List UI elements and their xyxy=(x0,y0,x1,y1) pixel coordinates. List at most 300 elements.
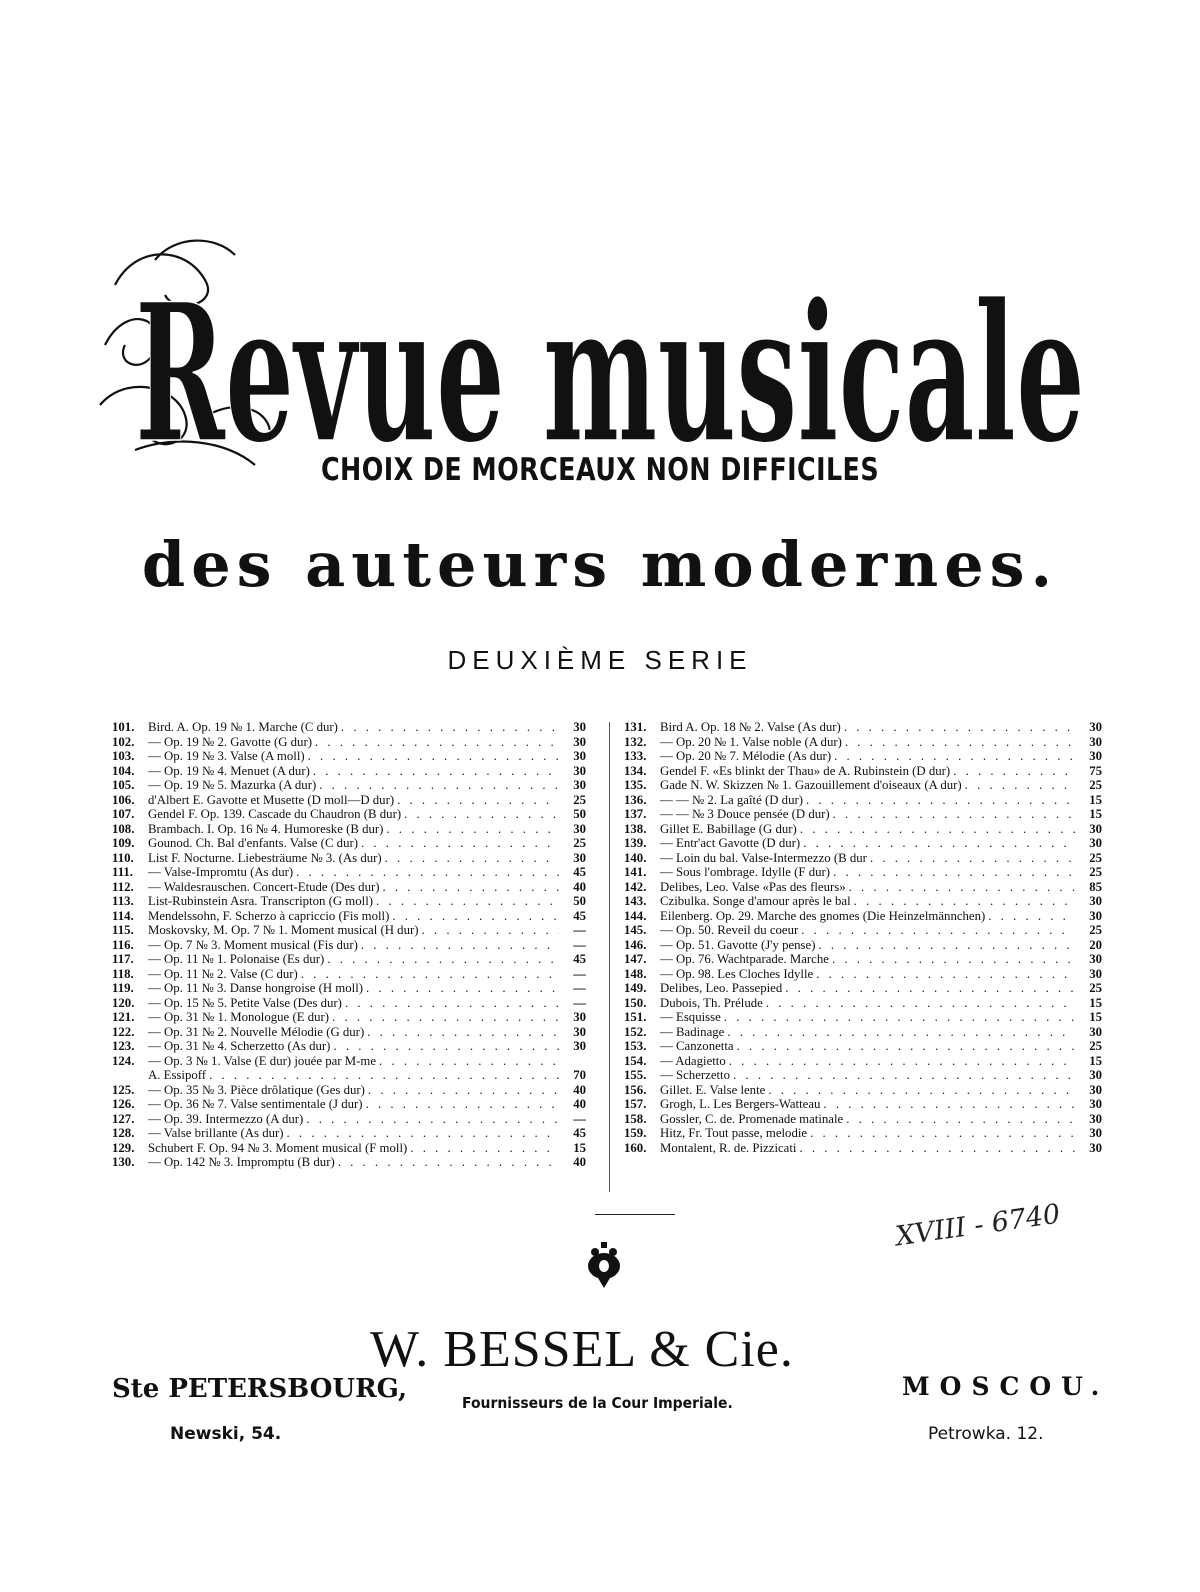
catalog-entry xyxy=(112,749,586,764)
entry-number: 154. xyxy=(624,1053,647,1068)
catalog-entry xyxy=(112,1155,586,1170)
entry-number: 106. xyxy=(112,792,135,807)
entry-number: 156. xyxy=(624,1082,647,1097)
entry-title: — Sous l'ombrage. Idylle (F dur) xyxy=(660,865,831,879)
address-st-petersburg: Newski, 54. xyxy=(170,1424,282,1444)
entry-number: 128. xyxy=(112,1126,135,1140)
dot-leader xyxy=(953,764,1075,779)
double-headed-eagle-icon xyxy=(586,1242,622,1288)
dot-leader xyxy=(818,938,1075,953)
divider-rule xyxy=(595,1214,675,1215)
entry-price: 15 xyxy=(1089,792,1102,807)
entry-price: 30 xyxy=(1089,836,1102,850)
entry-number: 133. xyxy=(624,749,647,763)
dot-leader xyxy=(385,851,559,866)
dot-leader xyxy=(392,909,559,924)
entry-price: — xyxy=(573,923,586,937)
entry-title: — Op. 50. Reveil du coeur xyxy=(660,923,799,937)
catalog-entry xyxy=(112,807,586,822)
dot-leader xyxy=(368,1083,559,1098)
catalog-entry xyxy=(624,851,1102,866)
entry-number: 146. xyxy=(624,937,647,952)
dot-leader xyxy=(799,1141,1075,1156)
catalog-entry xyxy=(624,865,1102,880)
catalog-entry xyxy=(624,1054,1102,1069)
entry-price: 50 xyxy=(573,894,586,908)
catalog-entry xyxy=(624,735,1102,750)
dot-leader xyxy=(846,1112,1075,1127)
entry-title: Gounod. Ch. Bal d'enfants. Valse (C dur) xyxy=(148,836,358,850)
dot-leader xyxy=(383,880,560,895)
dot-leader xyxy=(870,851,1075,866)
catalog-entry xyxy=(112,981,586,996)
dot-leader xyxy=(366,1097,559,1112)
entry-price: 25 xyxy=(573,836,586,850)
dot-leader xyxy=(319,778,559,793)
dot-leader xyxy=(801,923,1075,938)
entry-title: — Op. 76. Wachtparade. Marche xyxy=(660,952,829,966)
entry-price: 25 xyxy=(1089,981,1102,995)
catalog-entry xyxy=(112,894,586,909)
entry-title: — Op. 7 № 3. Moment musical (Fis dur) xyxy=(148,937,358,952)
entry-number: 112. xyxy=(112,879,134,894)
catalog-entry xyxy=(624,1083,1102,1098)
entry-number: 115. xyxy=(112,923,134,937)
entry-number: 153. xyxy=(624,1039,647,1053)
entry-title: Moskovsky, M. Op. 7 № 1. Moment musical (H dur) xyxy=(148,923,419,937)
entry-title: — Op. 19 № 4. Menuet (A dur) xyxy=(148,763,310,778)
address-moscow: Petrowka. 12. xyxy=(928,1424,1044,1444)
entry-price: 30 xyxy=(1089,1024,1102,1039)
entry-number: 114. xyxy=(112,908,134,923)
entry-price: 30 xyxy=(573,1024,586,1039)
entry-number: 149. xyxy=(624,981,647,995)
dot-leader xyxy=(729,1054,1075,1069)
catalog-entry xyxy=(624,981,1102,996)
entry-price: 30 xyxy=(1089,1140,1102,1155)
entry-number: 127. xyxy=(112,1111,135,1126)
entry-title: — Op. 3 № 1. Valse (E dur) jouée par M-me xyxy=(148,1053,377,1068)
dot-leader xyxy=(833,807,1075,822)
entry-title: Gillet E. Babillage (G dur) xyxy=(660,821,797,836)
entry-price: 15 xyxy=(1089,1053,1102,1068)
entry-title: — Op. 19 № 2. Gavotte (G dur) xyxy=(148,734,312,749)
dot-leader xyxy=(338,1155,559,1170)
entry-price: 30 xyxy=(1089,821,1102,836)
dot-leader xyxy=(315,735,559,750)
dot-leader xyxy=(833,865,1075,880)
entry-price: 30 xyxy=(573,720,586,734)
dot-leader xyxy=(301,967,559,982)
entry-price: 45 xyxy=(573,865,586,879)
entry-number: 137. xyxy=(624,807,647,821)
dot-leader xyxy=(361,836,559,851)
catalog-entry xyxy=(624,720,1102,735)
entry-price: 30 xyxy=(1089,734,1102,749)
catalog-entry xyxy=(112,909,586,924)
entry-price: 15 xyxy=(1089,995,1102,1010)
catalog-entry xyxy=(624,836,1102,851)
dot-leader xyxy=(823,1097,1075,1112)
catalog-entry xyxy=(112,1039,586,1054)
dot-leader xyxy=(854,894,1075,909)
dot-leader xyxy=(345,996,559,1011)
entry-price: 25 xyxy=(1089,1039,1102,1053)
catalog-entry xyxy=(624,1068,1102,1083)
dot-leader xyxy=(844,720,1075,735)
entry-number: 132. xyxy=(624,734,647,749)
entry-number: 135. xyxy=(624,778,647,792)
entry-price: 25 xyxy=(1089,850,1102,865)
entry-price: 85 xyxy=(1089,879,1102,894)
entry-price: 15 xyxy=(1089,1010,1102,1024)
entry-price: — xyxy=(573,966,586,981)
entry-title: A. Essipoff xyxy=(148,1068,207,1082)
catalog-entry xyxy=(112,967,586,982)
entry-price: 30 xyxy=(573,763,586,778)
dot-leader xyxy=(785,981,1075,996)
catalog-entry xyxy=(624,967,1102,982)
entry-price: 30 xyxy=(1089,1126,1102,1140)
city-moscow: MOSCOU. xyxy=(902,1372,1110,1401)
entry-number: 129. xyxy=(112,1140,135,1155)
entry-title: List-Rubinstein Asra. Transcripton (G moll) xyxy=(148,894,374,908)
entry-number: 103. xyxy=(112,749,135,763)
entry-number: 117. xyxy=(112,952,134,966)
dot-leader xyxy=(333,1039,559,1054)
entry-price: 15 xyxy=(573,1140,586,1155)
dot-leader xyxy=(327,952,559,967)
entry-title: — Op. 19 № 5. Mazurka (A dur) xyxy=(148,778,317,792)
entry-price: 40 xyxy=(573,1155,586,1169)
dot-leader xyxy=(376,894,559,909)
catalog-entry xyxy=(624,923,1102,938)
entry-title: Gossler, C. de. Promenade matinale xyxy=(660,1111,844,1126)
handwritten-shelfmark: XVIII - 6740 xyxy=(893,1198,1063,1253)
dot-leader xyxy=(386,822,559,837)
entry-number: 124. xyxy=(112,1053,135,1068)
dot-leader xyxy=(287,1126,559,1141)
entry-price: 30 xyxy=(1089,952,1102,966)
entry-title: — Valse brillante (As dur) xyxy=(148,1126,284,1140)
dot-leader xyxy=(308,749,559,764)
entry-number: 141. xyxy=(624,865,647,879)
entry-price: 20 xyxy=(1089,937,1102,952)
entry-title: Czibulka. Songe d'amour après le bal xyxy=(660,894,851,908)
dot-leader xyxy=(313,764,559,779)
dot-leader xyxy=(810,1126,1075,1141)
entry-title: Grogh, L. Les Bergers-Watteau xyxy=(660,1097,821,1111)
dot-leader xyxy=(800,822,1075,837)
entry-number: 110. xyxy=(112,850,134,865)
dot-leader xyxy=(766,996,1075,1011)
entry-number: 101. xyxy=(112,720,135,734)
entry-price: 50 xyxy=(573,807,586,821)
entry-price: 45 xyxy=(573,952,586,966)
catalog-entry xyxy=(624,1126,1102,1141)
entry-price: 25 xyxy=(1089,778,1102,792)
entry-title: Hitz, Fr. Tout passe, melodie xyxy=(660,1126,808,1140)
entry-number: 134. xyxy=(624,763,647,778)
entry-title: — Waldesrauschen. Concert-Etude (Des dur) xyxy=(148,879,380,894)
catalog-entry xyxy=(112,764,586,779)
dot-leader xyxy=(296,865,559,880)
dot-leader xyxy=(832,952,1075,967)
entry-title: — Op. 36 № 7. Valse sentimentale (J dur) xyxy=(148,1097,363,1111)
entry-price: — xyxy=(573,981,586,995)
entry-number: 136. xyxy=(624,792,647,807)
entry-price: 30 xyxy=(1089,966,1102,981)
catalog-entry xyxy=(624,996,1102,1011)
entry-price: 75 xyxy=(1089,763,1102,778)
entry-price: 25 xyxy=(573,792,586,807)
catalog-entry xyxy=(112,865,586,880)
entry-title: Gade N. W. Skizzen № 1. Gazouillement d'oiseaux (A dur) xyxy=(660,778,962,792)
catalog-left-column xyxy=(112,720,586,1170)
entry-title: — Op. 31 № 2. Nouvelle Mélodie (G dur) xyxy=(148,1024,365,1039)
entry-number: 138. xyxy=(624,821,647,836)
dot-leader xyxy=(965,778,1075,793)
entry-title: — — № 3 Douce pensée (D dur) xyxy=(660,807,830,821)
dot-leader xyxy=(849,880,1075,895)
catalog-entry xyxy=(624,880,1102,895)
catalog-entry xyxy=(624,1097,1102,1112)
entry-price: 30 xyxy=(1089,1111,1102,1126)
entry-number: 120. xyxy=(112,995,135,1010)
entry-title: Dubois, Th. Prélude xyxy=(660,995,763,1010)
entry-price: 25 xyxy=(1089,865,1102,879)
catalog-right-column xyxy=(624,720,1102,1155)
entry-price: — xyxy=(573,937,586,952)
dot-leader xyxy=(341,720,559,735)
entry-number: 109. xyxy=(112,836,135,850)
entry-title: — Op. 20 № 1. Valse noble (A dur) xyxy=(660,734,842,749)
entry-number: 145. xyxy=(624,923,647,937)
subtitle-choix: CHOIX DE MORCEAUX NON DIFFICILES xyxy=(320,452,880,488)
entry-title: — Op. 19 № 3. Valse (A moll) xyxy=(148,749,305,763)
catalog-entry xyxy=(624,909,1102,924)
entry-title: Delibes, Leo. Passepied xyxy=(660,981,783,995)
entry-number: 142. xyxy=(624,879,647,894)
catalog-entry xyxy=(624,952,1102,967)
catalog-entry xyxy=(112,836,586,851)
entry-price: 30 xyxy=(573,734,586,749)
entry-number: 104. xyxy=(112,763,135,778)
catalog-entry xyxy=(112,793,586,808)
column-divider xyxy=(609,722,610,1192)
dot-leader xyxy=(724,1010,1075,1025)
entry-price: 15 xyxy=(1089,807,1102,821)
city-st-petersburg: Ste PETERSBOURG, xyxy=(112,1374,408,1404)
catalog-entry xyxy=(624,764,1102,779)
title-text: Revue musicale xyxy=(135,262,1085,475)
entry-title: — Entr'act Gavotte (D dur) xyxy=(660,836,801,850)
entry-number: 159. xyxy=(624,1126,647,1140)
dot-leader xyxy=(379,1054,559,1069)
dot-leader xyxy=(366,981,559,996)
dot-leader xyxy=(988,909,1075,924)
catalog-entry xyxy=(624,1112,1102,1127)
entry-number: 155. xyxy=(624,1068,647,1082)
entry-number: 121. xyxy=(112,1010,135,1024)
catalog-entry xyxy=(112,1126,586,1141)
entry-price: 30 xyxy=(1089,1068,1102,1082)
entry-price: 30 xyxy=(573,1039,586,1053)
entry-price: 30 xyxy=(1089,720,1102,734)
dot-leader xyxy=(209,1068,559,1083)
entry-price: 30 xyxy=(1089,1097,1102,1111)
entry-number: 160. xyxy=(624,1140,647,1155)
entry-title: — Op. 39. Intermezzo (A dur) xyxy=(148,1111,304,1126)
catalog-entry xyxy=(112,1097,586,1112)
catalog-entry xyxy=(112,996,586,1011)
entry-title: — Op. 142 № 3. Impromptu (B dur) xyxy=(148,1155,335,1169)
catalog-entry xyxy=(624,894,1102,909)
subtitle-auteurs: des auteurs modernes. xyxy=(141,528,1059,601)
entry-title: — Esquisse xyxy=(660,1010,721,1024)
entry-title: — Scherzetto xyxy=(660,1068,731,1082)
catalog-entry xyxy=(624,749,1102,764)
entry-price: 30 xyxy=(573,1010,586,1024)
catalog-entry xyxy=(112,1010,586,1025)
entry-price: 40 xyxy=(573,1082,586,1097)
entry-number: 131. xyxy=(624,720,647,734)
entry-price: — xyxy=(573,995,586,1010)
entry-price: 30 xyxy=(1089,1082,1102,1097)
entry-title: — Op. 11 № 1. Polonaise (Es dur) xyxy=(148,952,325,966)
entry-number: 158. xyxy=(624,1111,647,1126)
catalog-entry xyxy=(624,1010,1102,1025)
entry-number: 143. xyxy=(624,894,647,908)
catalog-entry xyxy=(112,1054,586,1069)
entry-title: Bird A. Op. 18 № 2. Valse (As dur) xyxy=(660,720,841,734)
entry-number: 150. xyxy=(624,995,647,1010)
catalog-entry xyxy=(112,952,586,967)
entry-price: 30 xyxy=(1089,908,1102,923)
entry-title: — Loin du bal. Valse-Intermezzo (B dur xyxy=(660,850,867,865)
dot-leader xyxy=(733,1068,1075,1083)
catalog-entry xyxy=(112,778,586,793)
entry-title: d'Albert E. Gavotte et Musette (D moll—D dur) xyxy=(148,792,395,807)
catalog-entry xyxy=(624,1039,1102,1054)
dot-leader xyxy=(806,793,1075,808)
entry-number: 116. xyxy=(112,937,134,952)
entry-number: 140. xyxy=(624,850,647,865)
entry-title: Eilenberg. Op. 29. Marche des gnomes (Die Heinzelmännchen) xyxy=(660,908,986,923)
entry-price: 45 xyxy=(573,908,586,923)
entry-title: — Valse-Impromtu (As dur) xyxy=(148,865,294,879)
entry-title: — Op. 20 № 7. Mélodie (As dur) xyxy=(660,749,832,763)
dot-leader xyxy=(803,836,1075,851)
entry-title: Gendel F. Op. 139. Cascade du Chaudron (B dur) xyxy=(148,807,402,821)
entry-price: — xyxy=(573,1111,586,1126)
entry-title: Mendelssohn, F. Scherzo à capriccio (Fis moll) xyxy=(148,908,390,923)
dot-leader xyxy=(768,1083,1075,1098)
entry-number: 105. xyxy=(112,778,135,792)
catalog-entry xyxy=(112,851,586,866)
entry-title: Delibes, Leo. Valse «Pas des fleurs» xyxy=(660,879,846,894)
catalog-entry xyxy=(624,793,1102,808)
publisher-name: W. BESSEL & Cie. xyxy=(370,1321,794,1378)
entry-title: — Canzonetta xyxy=(660,1039,734,1053)
entry-number: 123. xyxy=(112,1039,135,1053)
title-ornamental xyxy=(95,225,1105,475)
entry-price: 70 xyxy=(573,1068,586,1082)
entry-number: 130. xyxy=(112,1155,135,1169)
entry-price: 30 xyxy=(573,821,586,836)
dot-leader xyxy=(367,1025,559,1040)
entry-title: — Op. 11 № 3. Danse hongroise (H moll) xyxy=(148,981,364,995)
entry-number: 148. xyxy=(624,966,647,981)
entry-number: 125. xyxy=(112,1082,135,1097)
dot-leader xyxy=(332,1010,559,1025)
entry-title: — Op. 51. Gavotte (J'y pense) xyxy=(660,937,816,952)
entry-number: 108. xyxy=(112,821,135,836)
entry-title: Bird. A. Op. 19 № 1. Marche (C dur) xyxy=(148,720,338,734)
dot-leader xyxy=(834,749,1075,764)
dot-leader xyxy=(816,967,1075,982)
catalog-entry xyxy=(112,720,586,735)
entry-title: List F. Nocturne. Liebesträume № 3. (As dur) xyxy=(148,850,382,865)
dot-leader xyxy=(306,1112,559,1127)
entry-title: — — № 2. La gaîté (D dur) xyxy=(660,792,803,807)
catalog-entry xyxy=(112,938,586,953)
entry-title: — Badinage xyxy=(660,1024,725,1039)
entry-price: 30 xyxy=(1089,749,1102,763)
entry-number: 147. xyxy=(624,952,647,966)
entry-title: — Op. 31 № 4. Scherzetto (As dur) xyxy=(148,1039,331,1053)
entry-number: 111. xyxy=(112,865,133,879)
entry-title: — Op. 98. Les Cloches Idylle xyxy=(660,966,814,981)
entry-number: 113. xyxy=(112,894,134,908)
catalog-entry xyxy=(624,938,1102,953)
entry-title: Schubert F. Op. 94 № 3. Moment musical (F moll) xyxy=(148,1140,408,1155)
series-label: DEUXIÈME SERIE xyxy=(447,645,753,675)
entry-number: 107. xyxy=(112,807,135,821)
dot-leader xyxy=(361,938,559,953)
entry-price: 30 xyxy=(573,749,586,763)
entry-number: 144. xyxy=(624,908,647,923)
entry-price: 45 xyxy=(573,1126,586,1140)
catalog-entry xyxy=(112,735,586,750)
entry-number: 126. xyxy=(112,1097,135,1111)
entry-title: Gillet. E. Valse lente xyxy=(660,1082,766,1097)
entry-price: 30 xyxy=(573,850,586,865)
entry-number: 119. xyxy=(112,981,134,995)
dot-leader xyxy=(845,735,1075,750)
catalog-entry xyxy=(624,1025,1102,1040)
dot-leader xyxy=(737,1039,1075,1054)
publisher-subtitle: Fournisseurs de la Cour Imperiale. xyxy=(462,1394,733,1412)
entry-price: 30 xyxy=(573,778,586,792)
entry-number: 118. xyxy=(112,966,134,981)
catalog-entry xyxy=(624,822,1102,837)
catalog-entry xyxy=(112,1068,586,1083)
entry-title: — Op. 31 № 1. Monologue (E dur) xyxy=(148,1010,330,1024)
entry-price: 30 xyxy=(1089,894,1102,908)
dot-leader xyxy=(422,923,559,938)
entry-number: 102. xyxy=(112,734,135,749)
entry-number: 139. xyxy=(624,836,647,850)
entry-title: — Op. 15 № 5. Petite Valse (Des dur) xyxy=(148,995,342,1010)
entry-title: — Op. 11 № 2. Valse (C dur) xyxy=(148,966,298,981)
catalog-entry xyxy=(112,1083,586,1098)
dot-leader xyxy=(397,793,559,808)
catalog-entry xyxy=(112,1025,586,1040)
dot-leader xyxy=(404,807,559,822)
catalog-entry xyxy=(112,1141,586,1156)
catalog-entry xyxy=(624,1141,1102,1156)
